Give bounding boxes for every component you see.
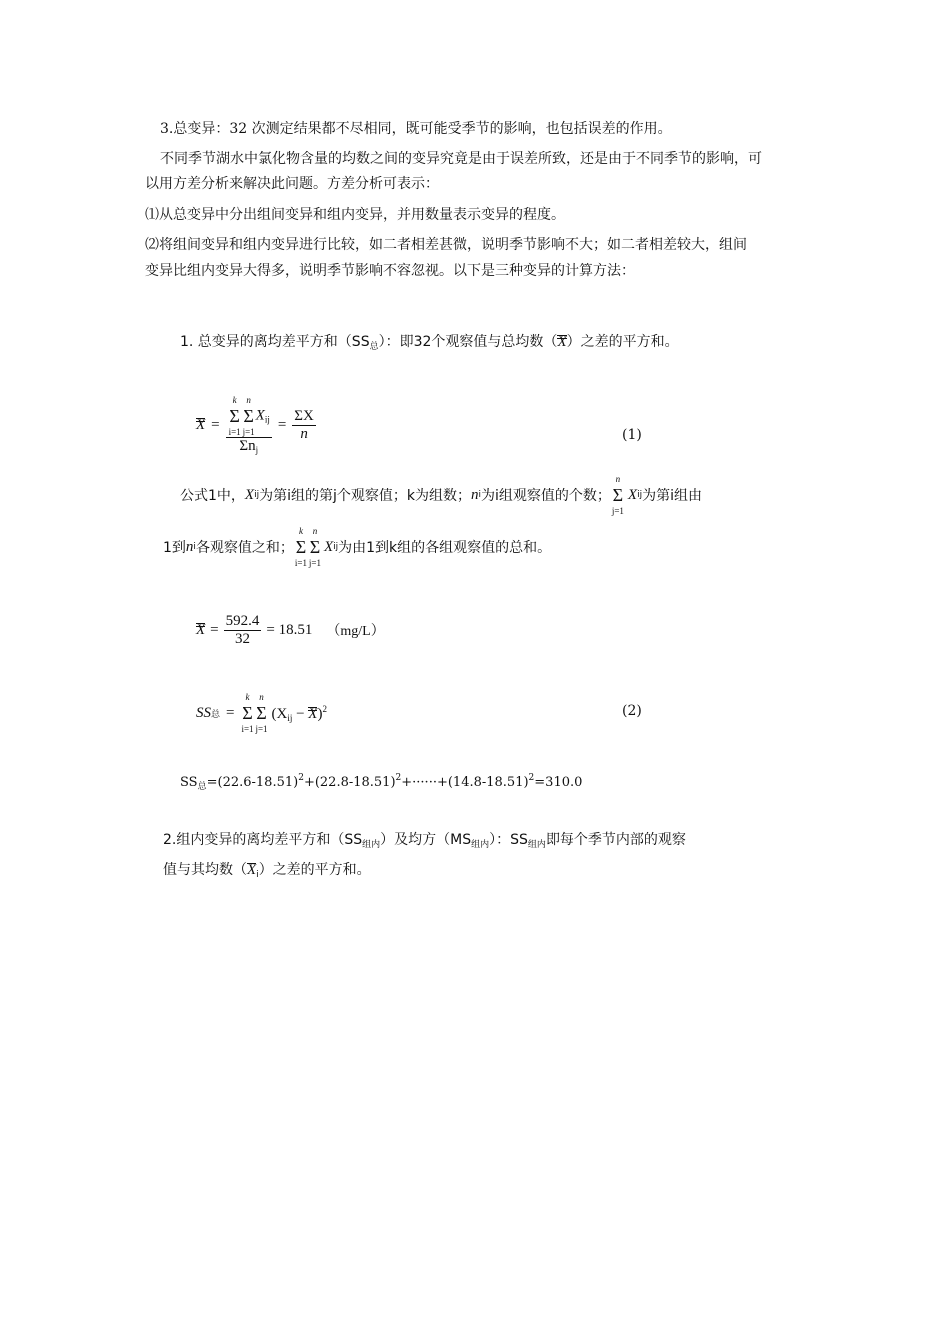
equation-2: SS 总 = Σ k i=1 Σ n j=1 $(X_{ij} - X)^2$ [196, 692, 327, 734]
ss-total-calculation: $SS_总=(22.6-18.51)^2+(22.8-18.51)^2+\cdot\cdot\cdot\cdot\cdot\cdot+(14.8-18.51)^2=310.0$ [180, 773, 583, 792]
formula-explanation-line2: 1到 n i 各观察值之和； Σ k i=1 Σ n j=1 X ij 为由1到k组的各组观察值的总和。 [163, 526, 552, 568]
eq1-fraction-left: Σ k i=1 Σ n j=1 $X_{ij}$ $\Sigma n_j$ [226, 395, 272, 455]
section2-heading-line1: 2.组内变异的离均差平方和$(SS_{组内})$及均方$(MS_{组内})$：$SS_{组内}$即每个季节内部的观察 [163, 832, 686, 850]
section1-heading: 1. 总变异的离均差平方和$(SS_总)$：即32个观察值与总均数（X）之差的平方和。 [180, 334, 679, 352]
equation-1: X = Σ k i=1 Σ n j=1 $X_{ij}$ $\Sigma n_j$ = $\frac{\Sigma X}{n}$ [196, 395, 314, 455]
section2-heading-line2: 值与其均数$(X_i)$之差的平方和。 [163, 862, 371, 880]
equation-1-number: (1) [622, 427, 642, 443]
grand-mean-symbol: X [557, 334, 567, 350]
paragraph-step1: ⑴从总变异中分出组间变异和组内变异，并用数量表示变异的程度。 [145, 207, 565, 223]
equation-2-number: (2) [622, 703, 642, 719]
paragraph-question-line2: 以用方差分析来解决此问题。方差分析可表示： [145, 176, 439, 192]
paragraph-step2-line1: ⑵将组间变异和组内变异进行比较，如二者相差甚微，说明季节影响不大；如二者相差较大，组间 [145, 237, 747, 253]
eq1-fraction-right: $\frac{\Sigma X}{n}$ [294, 407, 314, 442]
formula-explanation-line1: 公式1中， X ij 为第i组的第j个观察值；k为组数； n i 为i组观察值的个数； Σ n j=1 X ij 为第i组由 [180, 474, 702, 516]
paragraph-total-variation: 3.总变异：32 次测定结果都不尽相同，既可能受季节的影响，也包括误差的作用。 [160, 121, 672, 137]
paragraph-step2-line2: 变异比组内变异大得多，说明季节影响不容忽视。以下是三种变异的计算方法： [145, 263, 635, 279]
equation-grand-mean: X = $\frac{592.4}{32}$ = 18.51 （mg/L） [196, 612, 385, 647]
paragraph-question-line1: 不同季节湖水中氯化物含量的均数之间的变异究竟是由于误差所致，还是由于不同季节的影响，可 [160, 151, 762, 167]
